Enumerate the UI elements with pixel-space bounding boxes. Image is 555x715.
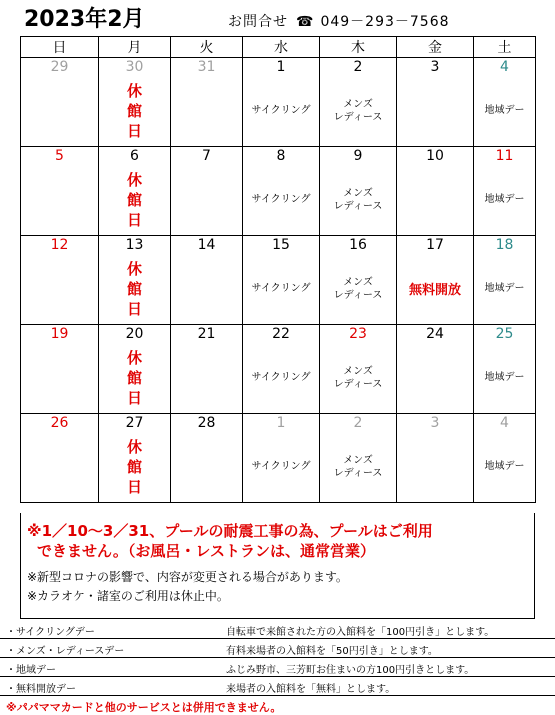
event-cell (171, 75, 243, 147)
event-cell (99, 342, 171, 414)
closed-day-label: 日 (126, 299, 142, 318)
mens-day-label: メンズ (343, 454, 373, 466)
event-cell (21, 75, 99, 147)
closed-day-label: 休 (126, 437, 142, 456)
closed-day-label: 休 (126, 259, 142, 278)
event-cell (474, 164, 536, 236)
definition-row (0, 639, 555, 658)
closed-day-label: 日 (126, 477, 142, 496)
ladies-day-label: レディース (333, 111, 383, 123)
definition-row (0, 620, 555, 639)
event-cell (171, 164, 243, 236)
event-row (21, 164, 536, 236)
definition-key: ・無料開放デー (6, 684, 76, 695)
date-row (21, 325, 536, 343)
cycling-day-label: サイクリング (251, 194, 311, 205)
event-cell (474, 342, 536, 414)
ladies-day-label: レディース (333, 289, 383, 301)
date-number: 1 (243, 58, 320, 76)
cycling-day-label: サイクリング (251, 283, 311, 294)
closed-day-label: 休 (126, 81, 142, 100)
ladies-day-label: レディース (333, 200, 383, 212)
weekday-tue: 火 (171, 37, 243, 58)
date-number: 4 (474, 58, 536, 76)
event-cell (243, 342, 320, 414)
date-number: 22 (243, 325, 320, 343)
weekday-sat: 土 (474, 37, 536, 58)
weekday-wed: 水 (243, 37, 320, 58)
ladies-day-label: レディース (333, 378, 383, 390)
definition-key: ・地域デー (6, 665, 56, 676)
event-cell (243, 75, 320, 147)
definition-row (0, 658, 555, 677)
definition-value: ふじみ野市、三芳町お住まいの方100円引きとします。 (226, 665, 475, 676)
date-row (21, 58, 536, 76)
event-cell (243, 253, 320, 325)
event-cell (99, 431, 171, 503)
event-cell (397, 253, 474, 325)
event-cell (397, 75, 474, 147)
weekday-mon: 月 (99, 37, 171, 58)
page-title: 2023年2月 (24, 7, 145, 32)
closed-day-label: 館 (126, 190, 142, 209)
date-number: 4 (474, 414, 536, 432)
event-row (21, 431, 536, 503)
free-open-day-label: 無料開放 (408, 283, 461, 298)
local-day-label: 地域デー (484, 283, 525, 294)
local-day-label: 地域デー (484, 461, 525, 472)
definition-key: ・サイクリングデー (6, 627, 95, 638)
local-day-label: 地域デー (484, 105, 525, 116)
notes-box (20, 513, 535, 619)
event-cell (320, 164, 397, 236)
date-number: 20 (99, 325, 171, 343)
date-number: 23 (320, 325, 397, 343)
date-number: 10 (397, 147, 474, 165)
event-cell (243, 431, 320, 503)
date-number: 1 (243, 414, 320, 432)
event-cell (99, 253, 171, 325)
cycling-day-label: サイクリング (251, 105, 311, 116)
event-cell (21, 431, 99, 503)
definition-key: ・メンズ・レディースデー (6, 646, 125, 657)
date-number: 19 (21, 325, 99, 343)
date-number: 9 (320, 147, 397, 165)
event-cell (397, 342, 474, 414)
event-cell (99, 164, 171, 236)
mens-day-label: メンズ (343, 276, 373, 288)
mens-day-label: メンズ (343, 187, 373, 199)
weekday-header-row (21, 37, 536, 58)
date-number: 12 (21, 236, 99, 254)
date-number: 2 (320, 58, 397, 76)
date-number: 17 (397, 236, 474, 254)
karaoke-notice: ※カラオケ・諸室のご利用は休止中。 (27, 589, 229, 603)
closed-day-label: 日 (126, 388, 142, 407)
date-row (21, 236, 536, 254)
mens-day-label: メンズ (343, 365, 373, 377)
date-number: 2 (320, 414, 397, 432)
event-definitions (0, 620, 555, 715)
closed-day-label: 日 (126, 210, 142, 229)
definition-value: 来場者の入館料を「無料」とします。 (226, 684, 396, 695)
definition-value: 自転車で来館された方の入館料を「100円引き」とします。 (226, 627, 495, 638)
date-number: 11 (474, 147, 536, 165)
calendar-weeks (21, 58, 536, 503)
pool-notice-line1: ※1／10～3／31、プールの耐震工事の為、プールはご利用 (27, 522, 433, 540)
contact-label: お問合せ (228, 14, 288, 30)
local-day-label: 地域デー (484, 194, 525, 205)
event-cell (21, 253, 99, 325)
closed-day-label: 館 (126, 101, 142, 120)
event-cell (171, 253, 243, 325)
other-notices (27, 568, 348, 606)
event-cell (397, 164, 474, 236)
event-cell (21, 342, 99, 414)
date-row (21, 414, 536, 432)
event-cell (474, 75, 536, 147)
date-number: 3 (397, 58, 474, 76)
date-number: 29 (21, 58, 99, 76)
closed-day-label: 日 (126, 121, 142, 140)
cycling-day-label: サイクリング (251, 372, 311, 383)
date-number: 18 (474, 236, 536, 254)
date-number: 27 (99, 414, 171, 432)
event-row (21, 253, 536, 325)
closed-day-label: 館 (126, 457, 142, 476)
definition-row (0, 677, 555, 696)
ladies-day-label: レディース (333, 467, 383, 479)
date-number: 3 (397, 414, 474, 432)
event-cell (320, 342, 397, 414)
event-cell (474, 431, 536, 503)
local-day-label: 地域デー (484, 372, 525, 383)
event-cell (171, 431, 243, 503)
date-number: 26 (21, 414, 99, 432)
definition-value: 有料来場者の入館料を「50円引き」とします。 (226, 646, 438, 657)
event-row (21, 75, 536, 147)
date-number: 15 (243, 236, 320, 254)
closed-day-label: 館 (126, 368, 142, 387)
closed-day-label: 休 (126, 170, 142, 189)
date-number: 30 (99, 58, 171, 76)
event-cell (21, 164, 99, 236)
date-number: 7 (171, 147, 243, 165)
calendar-table (20, 36, 536, 503)
date-number: 8 (243, 147, 320, 165)
date-number: 31 (171, 58, 243, 76)
pool-notice-line2: できません。（お風呂・レストランは、通常営業） (37, 542, 375, 560)
cycling-day-label: サイクリング (251, 461, 311, 472)
event-cell (243, 164, 320, 236)
pool-notice (27, 521, 433, 561)
event-cell (474, 253, 536, 325)
event-cell (320, 431, 397, 503)
weekday-sun: 日 (21, 37, 99, 58)
mens-day-label: メンズ (343, 98, 373, 110)
date-number: 14 (171, 236, 243, 254)
weekday-thu: 木 (320, 37, 397, 58)
date-number: 25 (474, 325, 536, 343)
footer-note: ※パパママカードと他のサービスとは併用できません。 (6, 701, 282, 714)
weekday-fri: 金 (397, 37, 474, 58)
phone-number[interactable]: 049－293－7568 (320, 14, 450, 30)
event-row (21, 342, 536, 414)
covid-notice: ※新型コロナの影響で、内容が変更される場合があります。 (27, 570, 348, 584)
event-cell (171, 342, 243, 414)
date-number: 5 (21, 147, 99, 165)
date-number: 6 (99, 147, 171, 165)
date-number: 13 (99, 236, 171, 254)
phone-icon: ☎ (296, 14, 315, 30)
event-cell (397, 431, 474, 503)
date-number: 16 (320, 236, 397, 254)
event-cell (99, 75, 171, 147)
date-number: 28 (171, 414, 243, 432)
closed-day-label: 館 (126, 279, 142, 298)
contact-info (228, 11, 450, 31)
event-cell (320, 75, 397, 147)
event-cell (320, 253, 397, 325)
date-number: 24 (397, 325, 474, 343)
date-row (21, 147, 536, 165)
date-number: 21 (171, 325, 243, 343)
closed-day-label: 休 (126, 348, 142, 367)
